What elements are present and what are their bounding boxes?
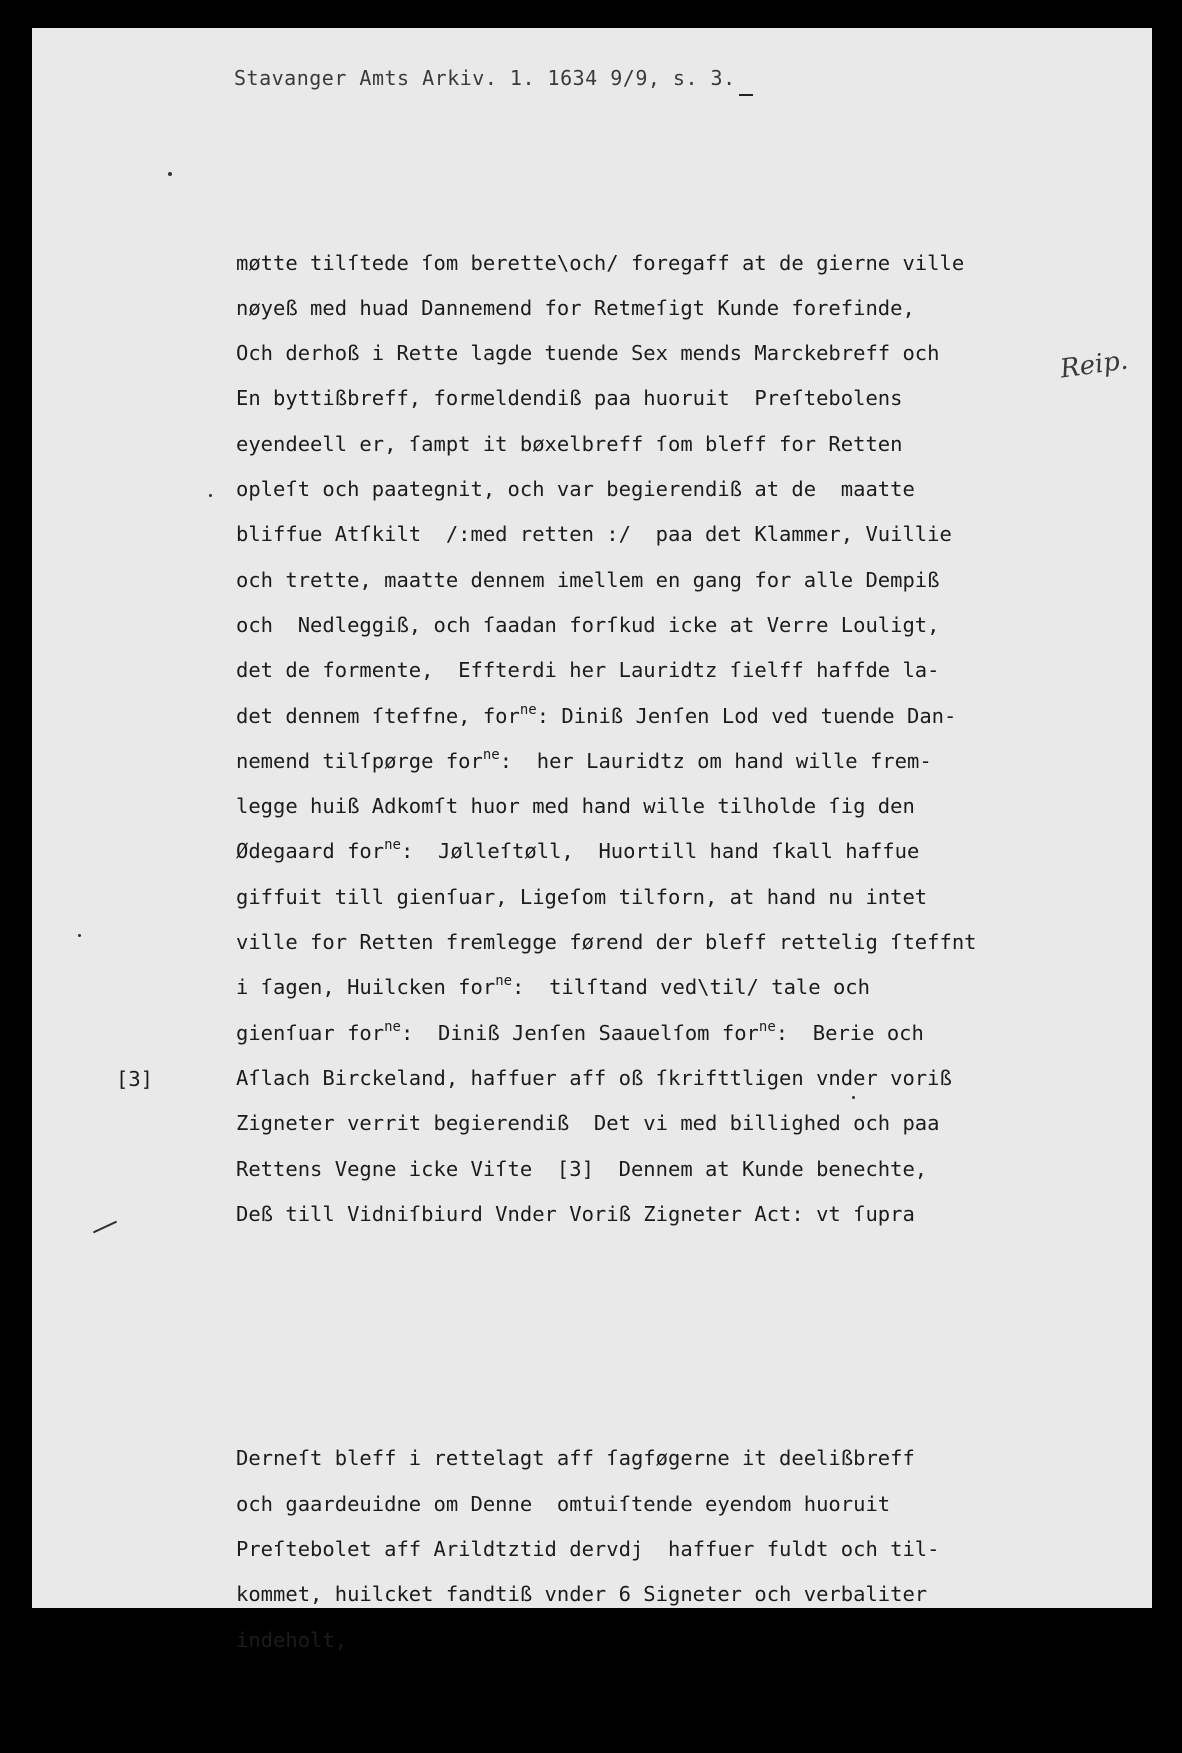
line-text: Deß till Vidniſbiurd Vnder Voriß Zigneter Act: vt ſupra bbox=[236, 1201, 915, 1226]
text-line bbox=[236, 1618, 977, 1663]
line-text: eyendeell er, ſampt it bøxelbreff ſom bleff for Retten bbox=[236, 431, 903, 456]
speck-mark bbox=[852, 1096, 855, 1099]
text-line bbox=[236, 1147, 977, 1192]
line-text: nøyeß med huad Dannemend for Retmeſigt Kunde forefinde, bbox=[236, 295, 915, 320]
line-text: : Jølleſtøll, Huortill hand ſkall haffue bbox=[400, 839, 920, 864]
line-text: : her Lauridtz om hand wille frem- bbox=[499, 748, 932, 773]
line-text: och Nedleggiß, och ſaadan forſkud icke at Verre Louligt, bbox=[236, 612, 940, 637]
text-line bbox=[236, 1101, 977, 1146]
speck-mark bbox=[209, 494, 212, 497]
text-line bbox=[236, 965, 977, 1010]
line-text: Zigneter verrit begierendiß Det vi med billighed och paa bbox=[236, 1111, 940, 1136]
handwritten-margin-note: Reip. bbox=[1058, 345, 1130, 385]
text-line bbox=[236, 1482, 977, 1527]
superscript: ne bbox=[519, 701, 537, 718]
text-line bbox=[236, 376, 977, 421]
text-line bbox=[236, 512, 977, 557]
archive-header bbox=[234, 66, 736, 90]
superscript: ne bbox=[482, 746, 500, 763]
line-text: Ødegaard for bbox=[236, 839, 385, 864]
paragraph-2 bbox=[236, 1436, 977, 1662]
line-text: : Diniß Jenſen Lod ved tuende Dan- bbox=[536, 703, 957, 728]
text-line bbox=[236, 1192, 977, 1237]
text-line bbox=[236, 920, 977, 965]
superscript: ne bbox=[384, 1018, 401, 1035]
text-line bbox=[236, 1436, 977, 1481]
document-page bbox=[32, 28, 1152, 1652]
text-line bbox=[236, 422, 977, 467]
line-text: Och derhoß i Rette lagde tuende Sex mends Marckebreff och bbox=[236, 341, 940, 366]
text-line bbox=[236, 241, 977, 286]
text-line bbox=[236, 739, 977, 784]
page-marker: [3] bbox=[116, 1067, 154, 1091]
line-text: opleſt och paategnit, och var begierendiß at de maatte bbox=[236, 477, 915, 502]
line-text: och gaardeuidne om Denne omtuiſtende eyendom huoruit bbox=[236, 1491, 891, 1516]
line-text: Preſtebolet aff Arildtztid dervdj haffuer fuldt och til- bbox=[236, 1536, 940, 1561]
text-line bbox=[236, 784, 977, 829]
text-line bbox=[236, 467, 977, 512]
text-line bbox=[236, 1572, 977, 1617]
line-text: det de formente, Effterdi her Lauridtz ſielff haffde la- bbox=[236, 658, 940, 683]
line-text: : Berie och bbox=[775, 1020, 924, 1045]
speck-mark bbox=[78, 934, 81, 937]
superscript: ne bbox=[495, 973, 513, 990]
line-text: giffuit till gienſuar, Ligeſom tilforn, at hand nu intet bbox=[236, 884, 928, 909]
paragraph-gap bbox=[236, 1328, 977, 1346]
line-text: ville for Retten fremlegge førend der bleff rettelig ſteffnt bbox=[236, 930, 977, 955]
line-text: Rettens Vegne icke Viſte [3] Dennem at Kunde benechte, bbox=[236, 1156, 928, 1181]
transcription-body bbox=[236, 150, 977, 1753]
text-line bbox=[236, 829, 977, 874]
page-number-underline bbox=[739, 94, 753, 96]
text-line bbox=[236, 694, 977, 739]
paragraph-1 bbox=[236, 241, 977, 1238]
line-text: legge huiß Adkomſt huor med hand wille tilholde ſig den bbox=[236, 794, 915, 819]
text-line bbox=[236, 648, 977, 693]
line-text: i ſagen, Huilcken for bbox=[236, 975, 496, 1000]
speck-mark bbox=[168, 172, 172, 176]
line-text: Derneſt bleff i rettelagt aff ſagføgerne it deelißbreff bbox=[236, 1446, 915, 1471]
text-line bbox=[236, 1056, 977, 1101]
line-text: nemend tilſpørge for bbox=[236, 748, 483, 773]
text-line bbox=[236, 558, 977, 603]
line-text: och trette, maatte dennem imellem en gang for alle Dempiß bbox=[236, 567, 940, 592]
text-line bbox=[236, 1011, 977, 1056]
archive-reference: Stavanger Amts Arkiv. 1. 1634 9/9, s. 3. bbox=[234, 66, 736, 90]
pen-stroke bbox=[93, 1221, 117, 1234]
line-text: kommet, huilcket fandtiß vnder 6 Signeter och verbaliter bbox=[236, 1582, 928, 1607]
line-text: bliffue Atſkilt /:med retten :/ paa det Klammer, Vuillie bbox=[236, 522, 952, 547]
line-text: En byttißbreff, formeldendiß paa huoruit Preſtebolens bbox=[236, 386, 903, 411]
line-text: gienſuar for bbox=[236, 1020, 385, 1045]
text-line bbox=[236, 875, 977, 920]
text-line bbox=[236, 331, 977, 376]
text-line bbox=[236, 603, 977, 648]
text-line bbox=[236, 286, 977, 331]
line-text: indeholt, bbox=[236, 1627, 348, 1652]
line-text: Aſlach Birckeland, haffuer aff oß ſkrifttligen vnder voriß bbox=[236, 1065, 952, 1090]
line-text: møtte tilſtede ſom berette\och/ foregaff at de gierne ville bbox=[236, 250, 965, 275]
line-text: : tilſtand ved\til/ tale och bbox=[512, 975, 870, 1000]
line-text: : Diniß Jenſen Saauelſom for bbox=[400, 1020, 759, 1045]
superscript: ne bbox=[384, 837, 401, 854]
text-line bbox=[236, 1527, 977, 1572]
superscript: ne bbox=[758, 1018, 776, 1035]
line-text: det dennem ſteffne, for bbox=[236, 703, 520, 728]
